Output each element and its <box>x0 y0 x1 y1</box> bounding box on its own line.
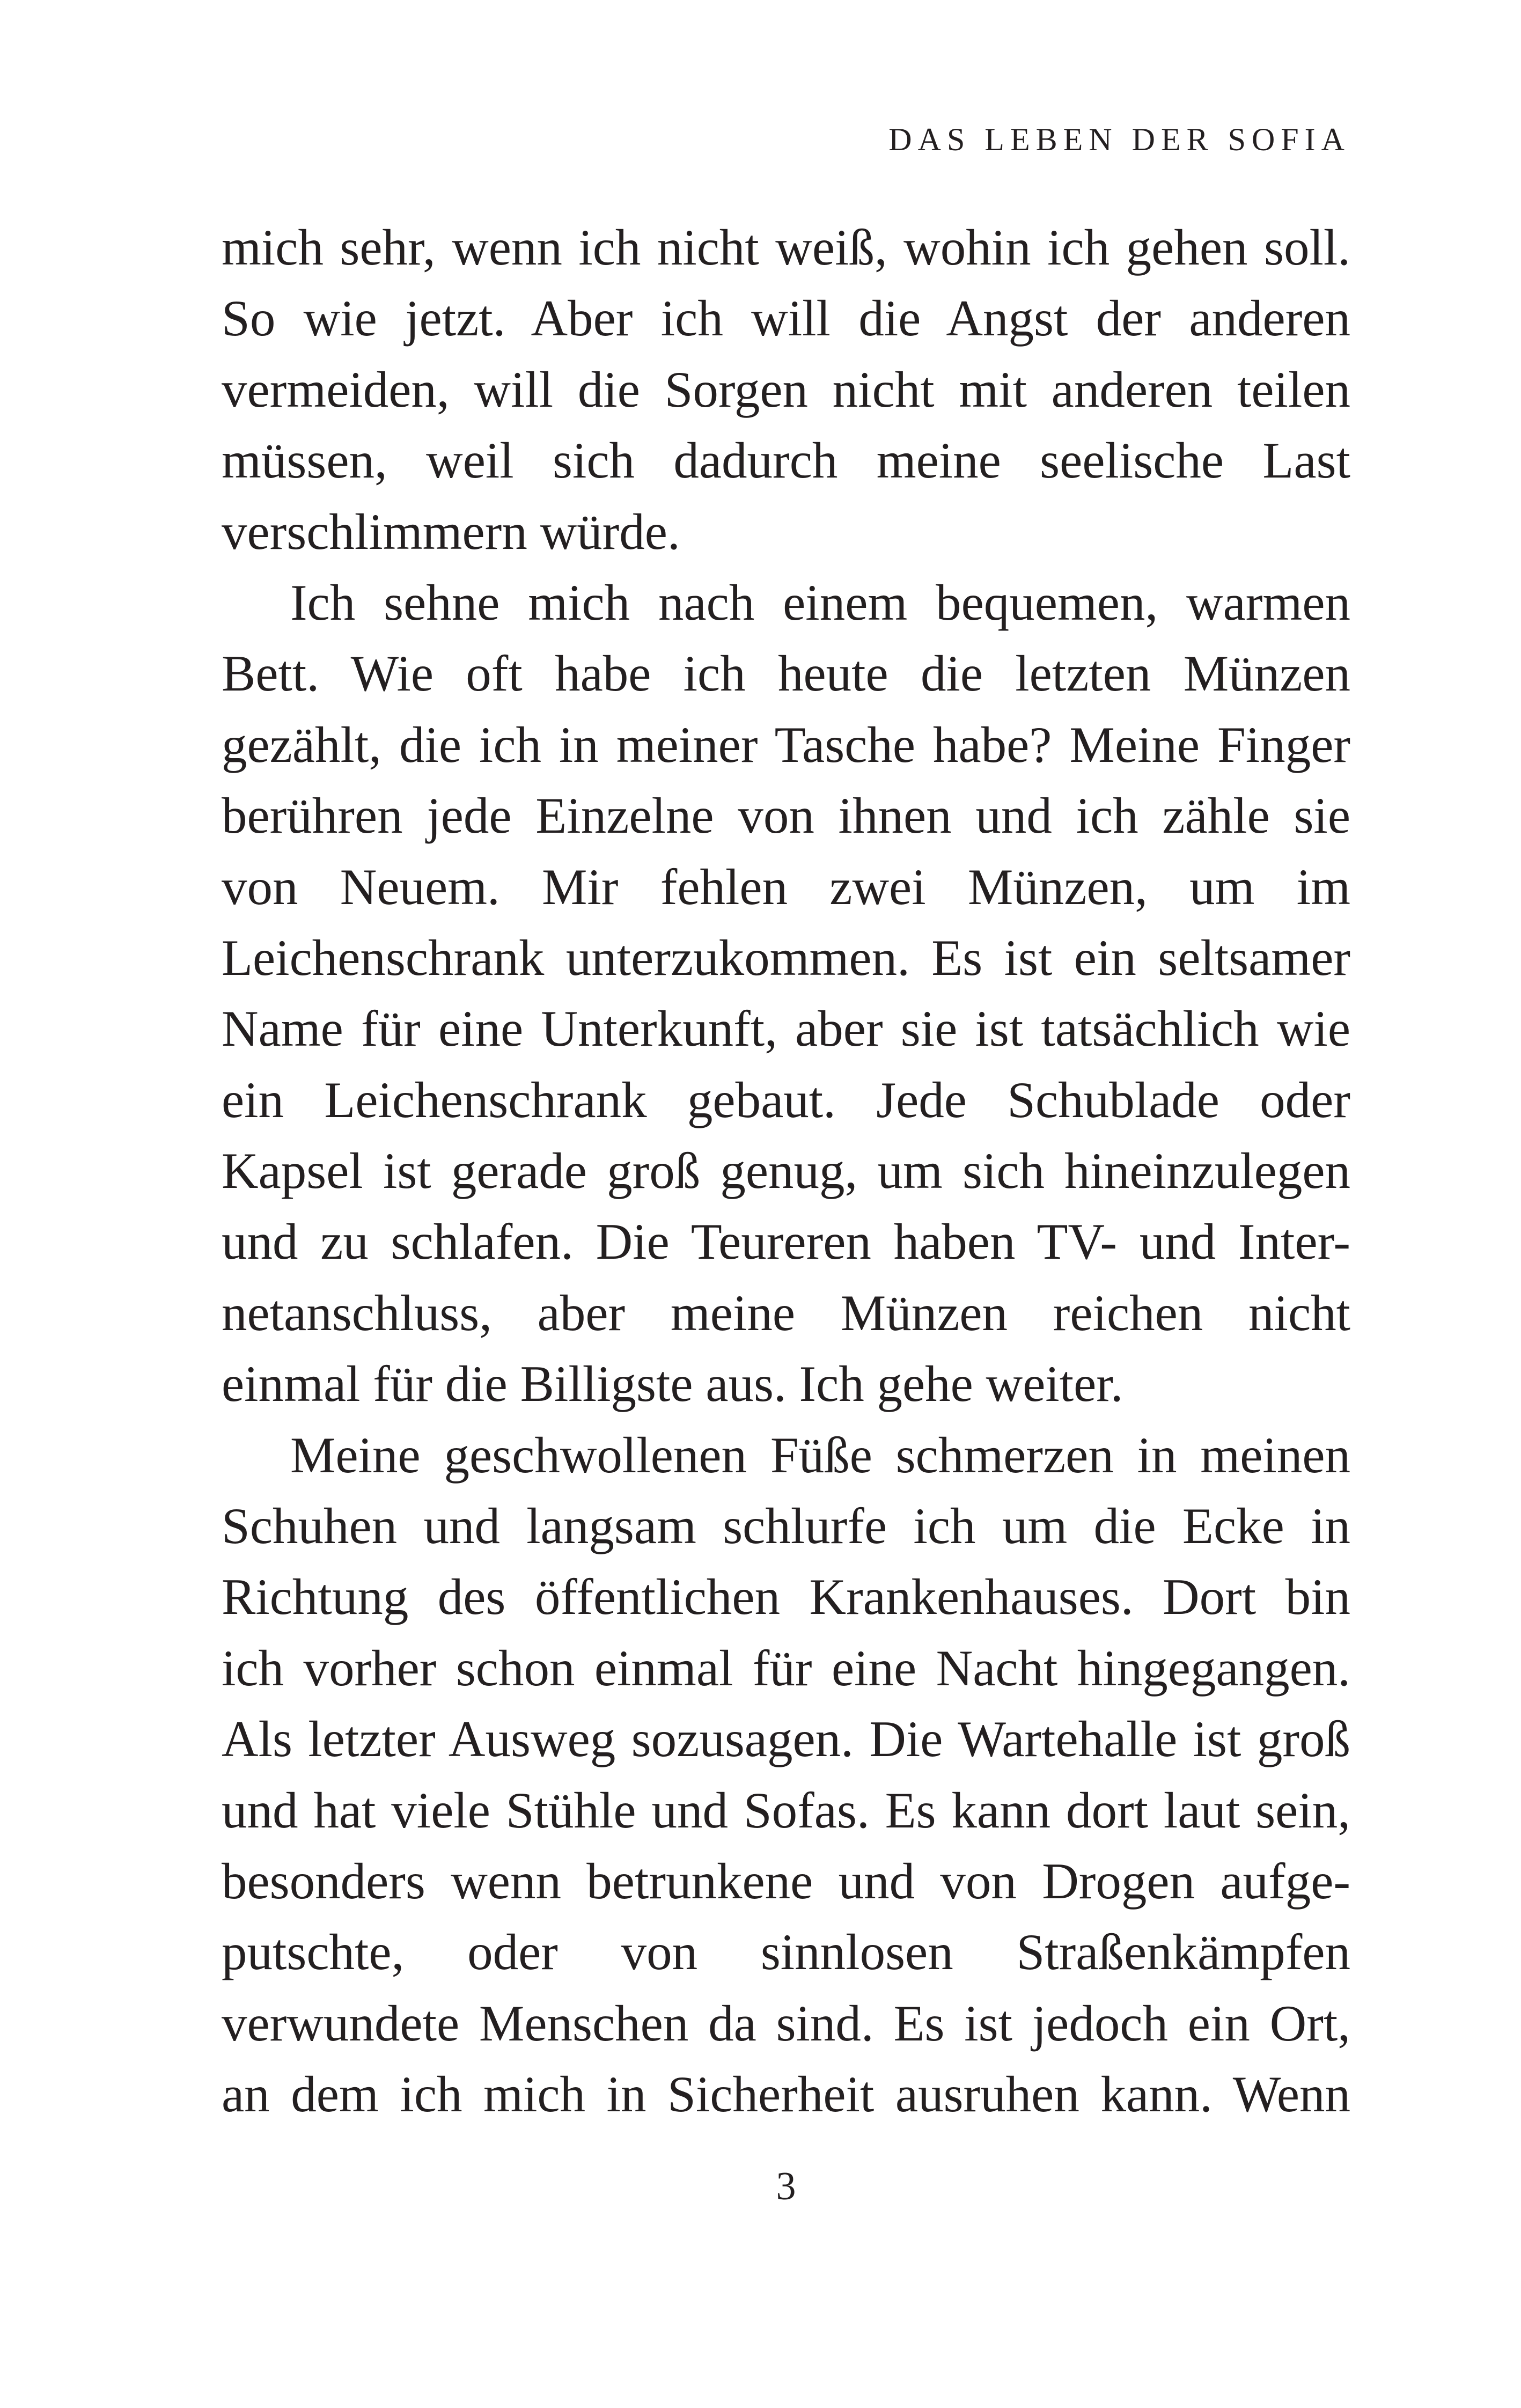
text-line: mich sehr, wenn ich nicht weiß, wohin ich gehen soll. <box>222 219 1350 276</box>
body-text <box>222 212 1350 2130</box>
text-line: Als letzter Ausweg sozusagen. Die Wartehalle ist groß <box>222 1710 1350 1768</box>
text-line: müssen, weil sich dadurch meine seelische Last <box>222 432 1350 489</box>
text-line: einmal für die Billigste aus. Ich gehe weiter. <box>222 1355 1123 1413</box>
text-line: putschte, oder von sinnlosen Straßenkämpfen <box>222 1924 1350 1981</box>
text-line: besonders wenn betrunkene und von Drogen aufge- <box>222 1852 1350 1910</box>
text-line: Bett. Wie oft habe ich heute die letzten Münzen <box>222 645 1350 702</box>
text-line: verwundete Menschen da sind. Es ist jedoch ein Ort, <box>222 1994 1350 2052</box>
text-line: berühren jede Einzelne von ihnen und ich zähle sie <box>222 787 1350 845</box>
text-line: verschlimmern würde. <box>222 503 680 560</box>
text-line: gezählt, die ich in meiner Tasche habe? Meine Finger <box>222 716 1350 773</box>
text-line: Name für eine Unterkunft, aber sie ist tatsächlich wie <box>222 1000 1350 1058</box>
paragraph <box>222 212 1350 567</box>
text-line: Schuhen und langsam schlurfe ich um die Ecke in <box>222 1497 1350 1555</box>
text-line: Meine geschwollenen Füße schmerzen in meinen <box>290 1426 1350 1484</box>
page-number: 3 <box>776 2164 796 2208</box>
running-head: DAS LEBEN DER SOFIA <box>888 122 1350 157</box>
text-line: und hat viele Stühle und Sofas. Es kann dort laut sein, <box>222 1781 1350 1839</box>
text-line: Kapsel ist gerade groß genug, um sich hineinzulegen <box>222 1142 1350 1200</box>
text-line: Ich sehne mich nach einem bequemen, warmen <box>290 574 1350 631</box>
text-line: ich vorher schon einmal für eine Nacht hingegangen. <box>222 1639 1350 1697</box>
text-line: So wie jetzt. Aber ich will die Angst der anderen <box>222 290 1350 347</box>
text-line: Leichenschrank unterzukommen. Es ist ein seltsamer <box>222 929 1350 986</box>
text-line: netanschluss, aber meine Münzen reichen nicht <box>222 1284 1350 1341</box>
text-line: ein Leichenschrank gebaut. Jede Schublade oder <box>222 1071 1350 1128</box>
text-line: von Neuem. Mir fehlen zwei Münzen, um im <box>222 858 1350 915</box>
paragraph <box>222 567 1350 1420</box>
text-line: Richtung des öffentlichen Krankenhauses. Dort bin <box>222 1568 1350 1626</box>
paragraph <box>222 1420 1350 2130</box>
text-line: und zu schlafen. Die Teureren haben TV- und Inter- <box>222 1213 1350 1271</box>
text-line: an dem ich mich in Sicherheit ausruhen kann. Wenn <box>222 2066 1350 2123</box>
text-line: vermeiden, will die Sorgen nicht mit anderen teilen <box>222 361 1350 418</box>
